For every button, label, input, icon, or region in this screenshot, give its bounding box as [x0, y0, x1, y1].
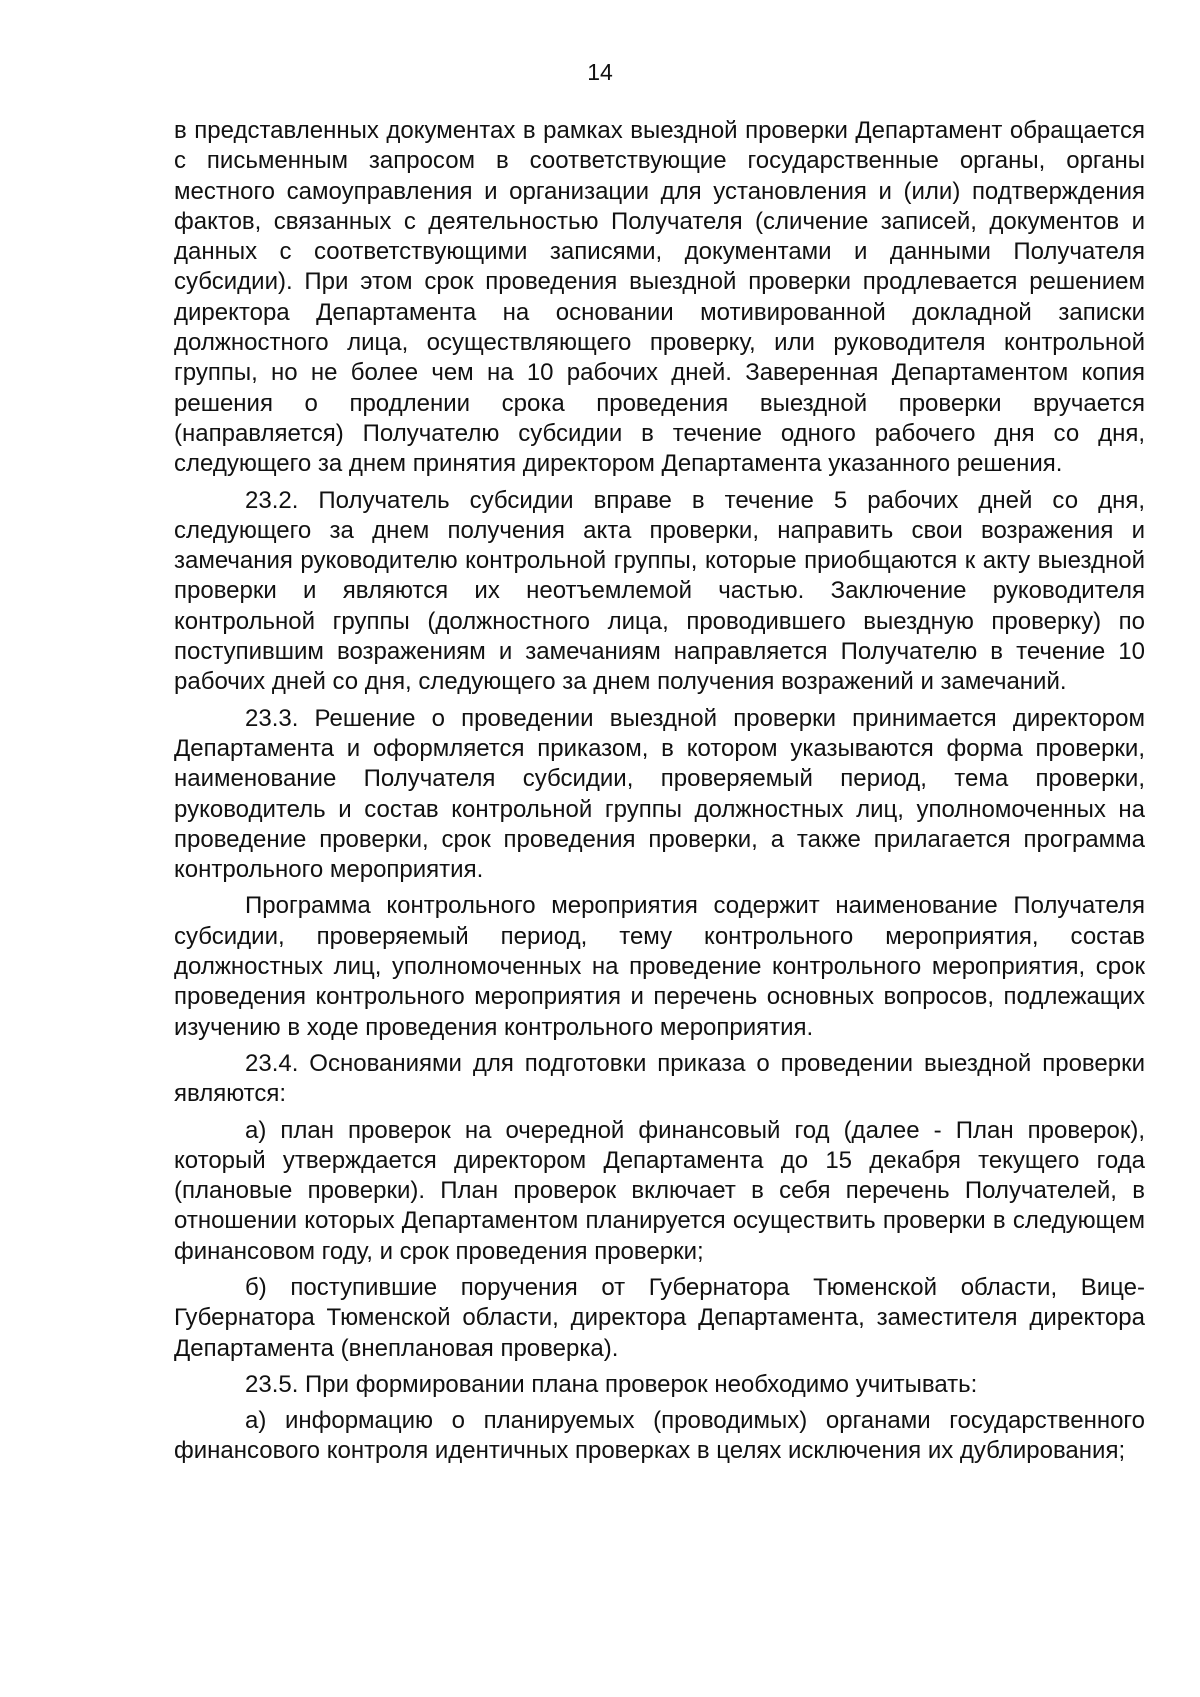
paragraph-23-5: 23.5. При формировании плана проверок необходимо учитывать:	[245, 1370, 978, 1398]
paragraph-23-4-b: б) поступившие поручения от Губернатора Тюменской области, Вице-Губернатора Тюменской области, директора Департамента, заместителя директора Департамента (внеплановая проверка).	[174, 1273, 1145, 1362]
paragraph-continuation: в представленных документах в рамках выездной проверки Департамент обращается с письменным запросом в соответствующие государственные органы, органы местного самоуправления и организации для установления и (или) подтверждения фактов, связанных с деятельностью Получателя (сличение записей, документов и данных с соответствующими записями, документами и данными Получателя субсидии). При этом срок проведения выездной проверки продлевается решением директора Департамента на основании мотивированной докладной записки должностного лица, осуществляющего проверку, или руководителя контрольной группы, но не более чем на 10 рабочих дней. Заверенная Департаментом копия решения о продлении срока проведения выездной проверки вручается (направляется) Получателю субсидии в течение одного рабочего дня со дня, следующего за днем принятия директором Департамента указанного решения.	[174, 117, 1145, 478]
document-body	[174, 116, 1145, 1473]
paragraph-23-4-a: а) план проверок на очередной финансовый год (далее - План проверок), который утверждается директором Департамента до 15 декабря текущего года (плановые проверки). План проверок включает в себя перечень Получателей, в отношении которых Департаментом планируется осуществить проверки в следующем финансовом году, и срок проведения проверки;	[174, 1116, 1145, 1265]
paragraph-23-2: 23.2. Получатель субсидии вправе в течение 5 рабочих дней со дня, следующего за днем получения акта проверки, направить свои возражения и замечания руководителю контрольной группы, которые приобщаются к акту выездной проверки и являются их неотъемлемой частью. Заключение руководителя контрольной группы (должностного лица, проводившего выездную проверку) по поступившим возражениям и замечаниям направляется Получателю в течение 10 рабочих дней со дня, следующего за днем получения возражений и замечаний.	[174, 486, 1145, 696]
paragraph-23-3: 23.3. Решение о проведении выездной проверки принимается директором Департамента и оформляется приказом, в котором указываются форма проверки, наименование Получателя субсидии, проверяемый период, тема проверки, руководитель и состав контрольной группы должностных лиц, уполномоченных на проведение проверки, срок проведения проверки, а также прилагается программа контрольного мероприятия.	[174, 704, 1145, 884]
paragraph-23-4: 23.4. Основаниями для подготовки приказа о проведении выездной проверки являются:	[174, 1049, 1145, 1108]
paragraph-23-5-a: а) информацию о планируемых (проводимых) органами государственного финансового контроля идентичных проверках в целях исключения их дублирования;	[174, 1407, 1145, 1465]
paragraph-program: Программа контрольного мероприятия содержит наименование Получателя субсидии, проверяемый период, тему контрольного мероприятия, состав должностных лиц, уполномоченных на проведение контрольного мероприятия, срок проведения контрольного мероприятия и перечень основных вопросов, подлежащих изучению в ходе проведения контрольного мероприятия.	[174, 892, 1145, 1041]
page-number: 14	[587, 59, 613, 85]
